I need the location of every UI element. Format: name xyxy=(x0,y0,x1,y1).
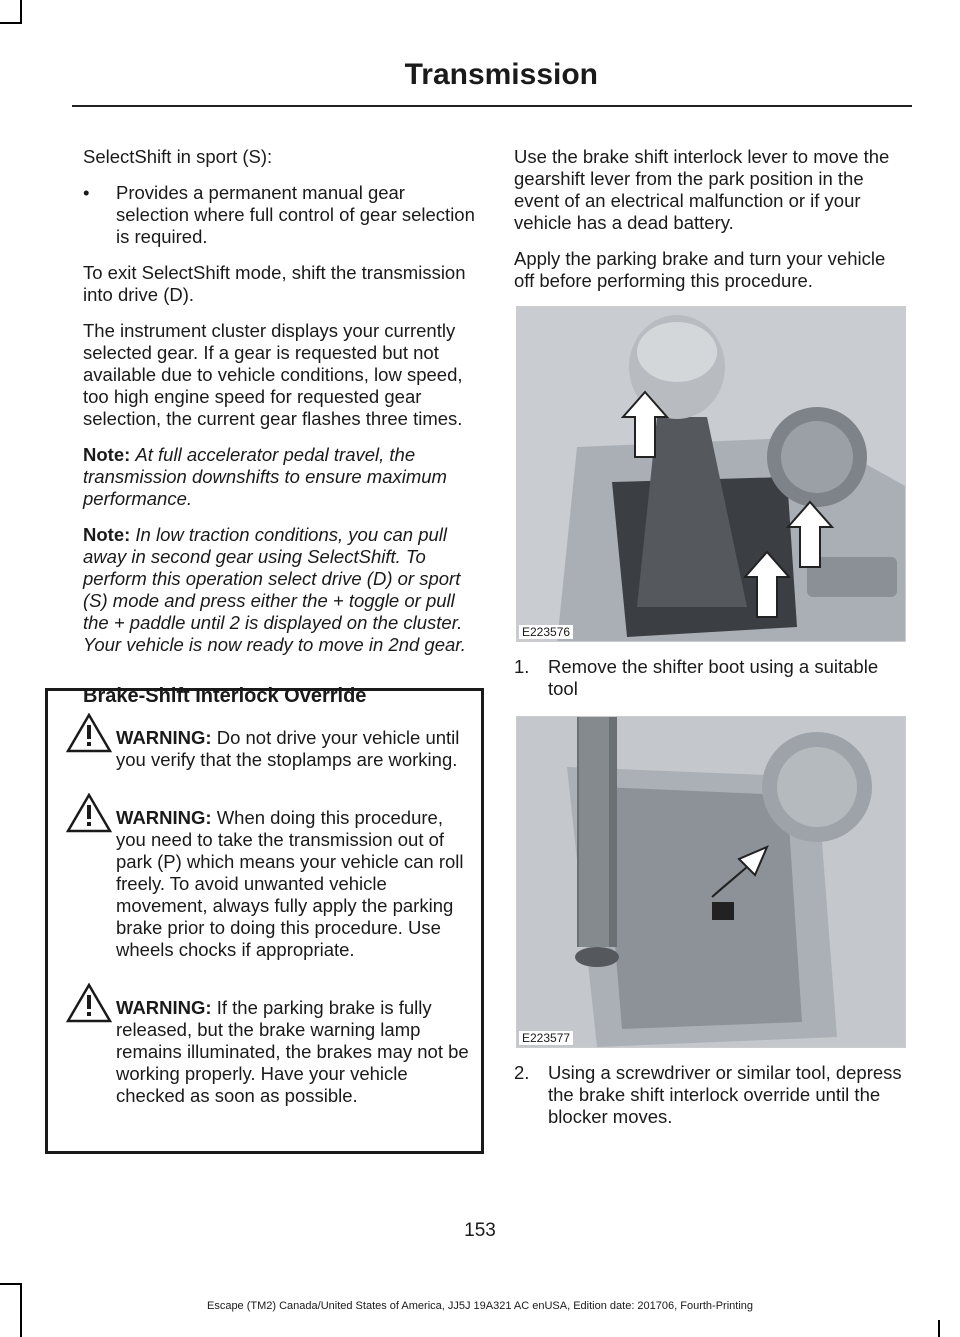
footer-text: Escape (TM2) Canada/United States of America, JJ5J 19A321 AC enUSA, Edition date: 201706, Fourth-Printing xyxy=(206,1300,754,1312)
crop-mark xyxy=(20,0,22,24)
crop-mark xyxy=(0,1283,22,1285)
page-title: Transmission xyxy=(404,58,598,91)
warning-item xyxy=(66,997,473,1107)
bullet-dot: • xyxy=(83,182,90,203)
note-label: Note: xyxy=(83,444,131,465)
warning-label: WARNING: xyxy=(116,997,212,1018)
warning-text xyxy=(66,997,473,1107)
page-number: 153 xyxy=(464,1220,496,1241)
step-text: Remove the shifter boot using a suitable tool xyxy=(548,656,879,699)
figure-interlock-override xyxy=(516,716,906,1048)
note-label: Note: xyxy=(83,524,131,545)
paragraph: Apply the parking brake and turn your vehicle off before performing this procedure. xyxy=(514,248,886,291)
note-text: In low traction conditions, you can pull away in second gear using SelectShift. To perform this operation select drive (D) or sport (S) mode and press either the + toggle or pull the + paddle until 2 is displayed on the cluster. Your vehicle is now ready to move in 2nd gear. xyxy=(83,524,466,655)
right-column xyxy=(514,146,910,1144)
crop-mark xyxy=(938,1320,940,1337)
step-text: Using a screwdriver or similar tool, depress the brake shift interlock override until the blocker moves. xyxy=(548,1062,902,1127)
note-text: At full accelerator pedal travel, the transmission downshifts to ensure maximum performance. xyxy=(83,444,447,509)
header-divider xyxy=(72,105,912,107)
paragraph: To exit SelectShift mode, shift the transmission into drive (D). xyxy=(83,262,466,305)
left-column xyxy=(83,146,478,738)
warning-text xyxy=(66,807,473,961)
interlock-illustration xyxy=(517,717,906,1048)
figure-code: E223576 xyxy=(519,625,573,639)
paragraph: The instrument cluster displays your currently selected gear. If a gear is requested but not available due to vehicle conditions, low speed, too high engine speed for requested gear selection, the current gear flashes three times. xyxy=(83,320,463,429)
warning-triangle-icon xyxy=(66,983,112,1023)
warning-body: If the parking brake is fully released, but the brake warning lamp remains illuminated, the brakes may not be working properly. Have your vehicle checked as soon as possible. xyxy=(116,997,469,1106)
note xyxy=(83,524,478,656)
warning-text xyxy=(66,727,473,771)
paragraph: SelectShift in sport (S): xyxy=(83,146,273,167)
figure-shifter-boot xyxy=(516,306,906,642)
bullet-text: Provides a permanent manual gear selection where full control of gear selection is required. xyxy=(116,182,475,247)
warning-box xyxy=(45,688,484,1154)
step-number: 1. xyxy=(514,656,530,677)
warning-body: When doing this procedure, you need to take the transmission out of park (P) which means your vehicle can roll freely. To avoid unwanted vehicle movement, always fully apply the parking brake prior to doing this procedure. Use wheels chocks if appropriate. xyxy=(116,807,464,960)
step-item xyxy=(514,1062,910,1128)
warning-label: WARNING: xyxy=(116,727,212,748)
crop-mark xyxy=(0,22,22,24)
section-heading: Brake-Shift Interlock Override xyxy=(83,685,367,707)
warning-item xyxy=(66,807,473,961)
figure-code: E223577 xyxy=(519,1031,573,1045)
warning-label: WARNING: xyxy=(116,807,212,828)
warning-triangle-icon xyxy=(66,793,112,833)
warning-body: Do not drive your vehicle until you verify that the stoplamps are working. xyxy=(116,727,460,770)
bullet-item xyxy=(83,182,478,248)
note xyxy=(83,444,478,510)
paragraph: Use the brake shift interlock lever to move the gearshift lever from the park position in the event of an electrical malfunction or if your vehicle has a dead battery. xyxy=(514,146,890,233)
step-number: 2. xyxy=(514,1062,530,1083)
shifter-illustration xyxy=(517,307,906,642)
warning-item xyxy=(66,727,473,771)
step-item xyxy=(514,656,910,700)
warning-triangle-icon xyxy=(66,713,112,753)
